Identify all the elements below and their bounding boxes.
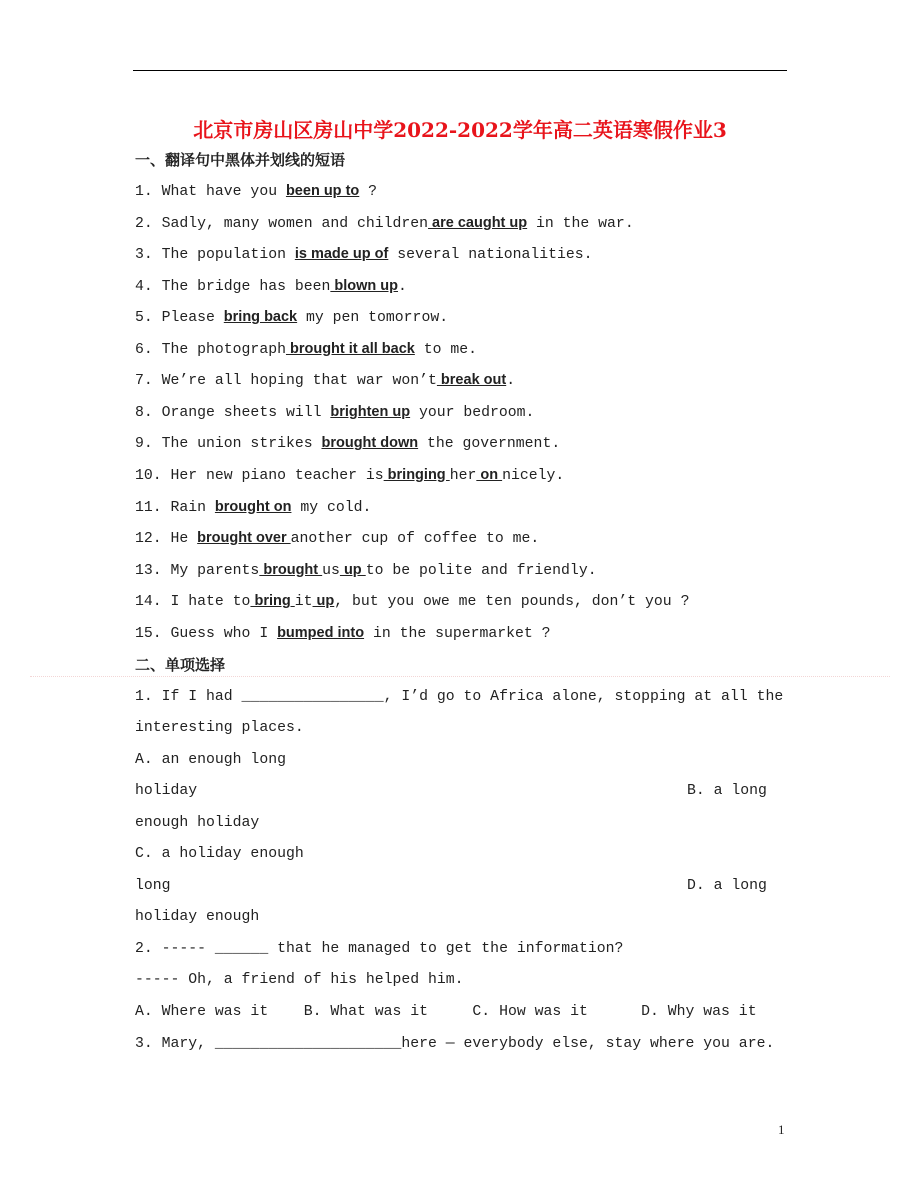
q2-reply: ----- Oh, a friend of his helped him. [135,972,464,988]
exercise-item [135,370,515,391]
q1-option-d: D. a long [687,878,767,894]
item-text: 10. Her new piano teacher is [135,467,384,484]
item-text: 14. I hate to [135,594,251,611]
q1-stem-cont: interesting places. [135,720,304,736]
item-text: 7. We’re all hoping that war won’t [135,373,437,390]
underlined-phrase: on [476,466,503,483]
section1-heading: 一、翻译句中黑体并划线的短语 [135,151,346,169]
item-text: in the supermarket ? [364,625,551,642]
item-text: 3. The population [135,247,295,264]
underlined-phrase: bumped into [277,624,365,641]
item-text: 2. Sadly, many women and children [135,215,429,232]
item-text: several nationalities. [388,247,593,264]
document-title: 北京市房山区房山中学2022-2022学年高二英语寒假作业3 [193,118,727,142]
q2-stem: 2. ----- ______ that he managed to get the information? [135,941,624,957]
q1-option-a-cont: holiday [135,783,198,799]
exercise-item [135,339,477,360]
item-text: . [506,373,516,390]
exercise-item [135,623,551,644]
underlined-phrase: been up to [285,183,360,199]
exercise-item [135,433,560,454]
underlined-phrase: up [339,561,366,578]
item-text: 5. Please [135,310,224,327]
q1-option-a: A. an enough long [135,752,286,768]
underlined-phrase: brought down [321,435,419,452]
underlined-phrase: are caught up [428,214,528,231]
item-text: 9. The union strikes [135,436,322,453]
underlined-phrase: blown up [330,277,399,294]
q1-option-b-cont: enough holiday [135,815,260,831]
underlined-phrase: brought over [197,530,291,547]
item-text: her [449,467,477,484]
q1-option-c: C. a holiday enough [135,846,304,862]
exercise-item [135,276,407,297]
item-text: in the war. [527,215,634,232]
underlined-phrase: break out [436,372,507,389]
exercise-item [135,560,597,581]
underlined-phrase: brought [259,561,323,578]
exercise-item [135,497,371,518]
underlined-phrase: bring [250,593,295,610]
item-text: ? [359,184,378,200]
exercise-item [135,181,377,202]
q1-option-c-cont: long [135,878,171,894]
item-text: 15. Guess who I [135,625,278,642]
exercise-item [135,213,634,234]
item-text: nicely. [502,467,565,484]
q1-option-d-cont: holiday enough [135,909,260,925]
underlined-phrase: up [312,593,335,610]
underlined-phrase: brighten up [330,403,411,420]
exercise-item [135,402,534,423]
underlined-phrase: brought it all back [285,340,415,357]
q1-option-b: B. a long [687,783,767,799]
item-text: my pen tomorrow. [297,310,449,327]
item-text: us [322,562,340,579]
header-rule [133,70,787,71]
exercise-item [135,244,593,265]
item-text: 12. He [135,531,198,548]
item-text: . [398,278,407,295]
underlined-phrase: bringing [383,466,450,483]
underlined-phrase: bring back [223,309,298,326]
exercise-item [135,465,564,486]
item-text: 4. The bridge has been [135,278,331,295]
item-text: 11. Rain [135,499,215,516]
item-text: 8. Orange sheets will [135,404,331,421]
item-text: , but you owe me ten pounds, don’t you ? [334,594,690,611]
item-text: to me. [414,341,478,358]
item-text: 6. The photograph [135,341,286,358]
item-text: your bedroom. [410,404,535,421]
item-text: the government. [418,436,561,453]
underlined-phrase: is made up of [294,246,389,263]
item-text: to be polite and friendly. [365,562,597,579]
exercise-item [135,591,689,612]
q2-options: A. Where was it B. What was it C. How was it D. Why was it [135,1004,757,1020]
q1-stem: 1. If I had ________________, I’d go to Africa alone, stopping at all the [135,689,784,705]
section2-heading: 二、单项选择 [135,656,226,674]
section-divider [30,676,890,677]
q3-stem: 3. Mary, _____________________here — everybody else, stay where you are. [135,1036,775,1052]
item-text: 13. My parents [135,562,260,579]
item-text: another cup of coffee to me. [290,531,540,548]
item-text: my cold. [291,499,372,516]
item-text: 1. What have you [135,184,286,200]
exercise-item [135,528,539,549]
item-text: it [294,594,313,611]
page-number: 1 [778,1122,785,1137]
underlined-phrase: brought on [214,498,292,515]
exercise-item [135,307,448,328]
